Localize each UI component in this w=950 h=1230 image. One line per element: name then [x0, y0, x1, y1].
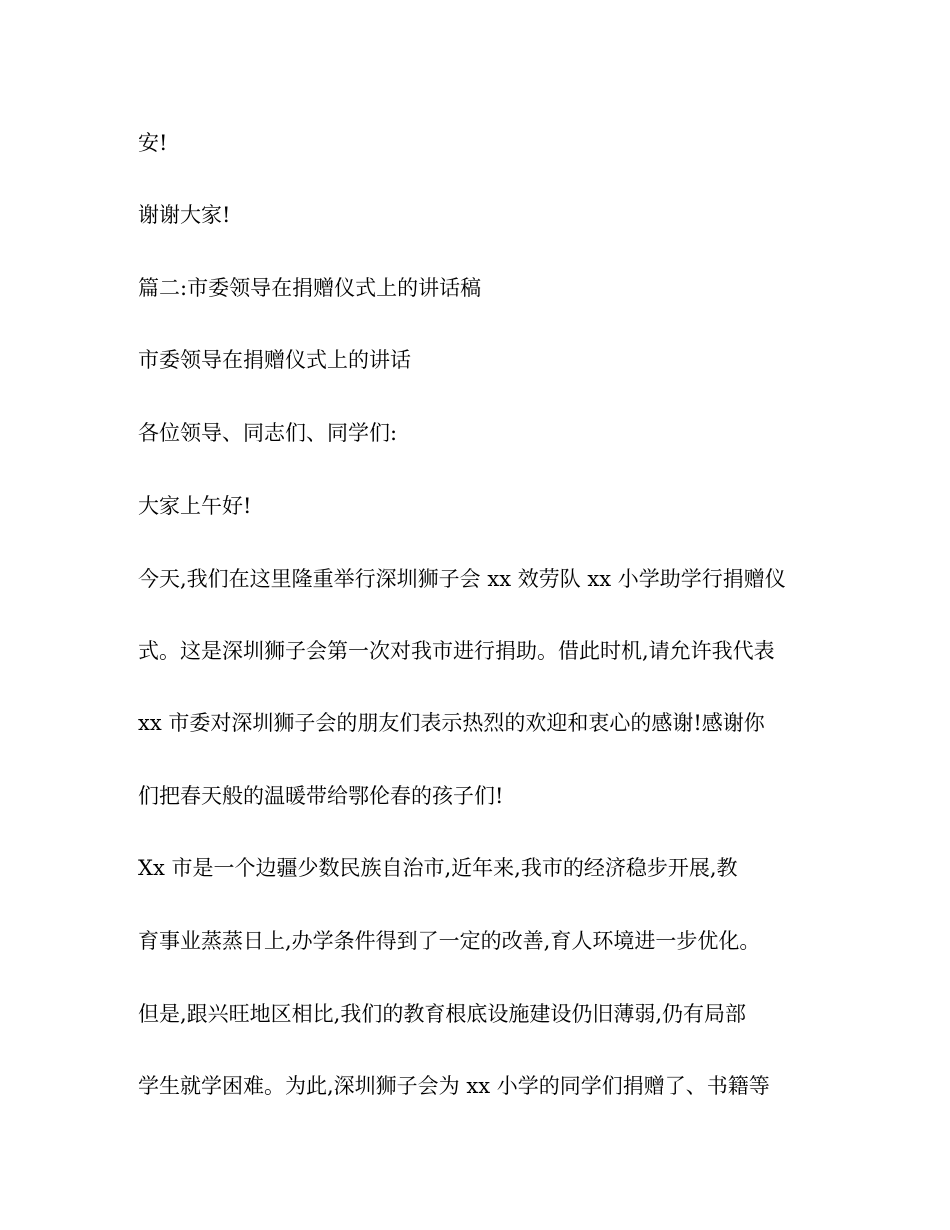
- thanks-line: 谢谢大家!: [138, 203, 231, 227]
- salutation: 各位领导、同志们、同学们:: [138, 421, 398, 445]
- greeting: 大家上午好!: [138, 494, 252, 518]
- speech-title: 市委领导在捐赠仪式上的讲话: [138, 348, 411, 372]
- section-heading: 篇二:市委领导在捐赠仪式上的讲话稿: [138, 276, 482, 300]
- paragraph-line: 今天,我们在这里隆重举行深圳狮子会 xx 效劳队 xx 小学助学行捐赠仪: [138, 567, 786, 591]
- paragraph-line: 式。这是深圳狮子会第一次对我市进行捐助。借此时机,请允许我代表: [138, 639, 775, 663]
- paragraph-line: 但是,跟兴旺地区相比,我们的教育根底设施建设仍旧薄弱,仍有局部: [138, 1002, 747, 1026]
- paragraph-line: 育事业蒸蒸日上,办学条件得到了一定的改善,育人环境进一步优化。: [138, 929, 761, 953]
- closing-fragment: 安!: [138, 131, 168, 155]
- paragraph-line: xx 市委对深圳狮子会的朋友们表示热烈的欢迎和衷心的感谢!感谢你: [138, 711, 765, 735]
- paragraph-line: Xx 市是一个边疆少数民族自治市,近年来,我市的经济稳步开展,教: [138, 856, 738, 880]
- paragraph-line: 们把春天般的温暖带给鄂伦春的孩子们!: [138, 784, 504, 808]
- paragraph-line: 学生就学困难。为此,深圳狮子会为 xx 小学的同学们捐赠了、书籍等: [138, 1074, 770, 1098]
